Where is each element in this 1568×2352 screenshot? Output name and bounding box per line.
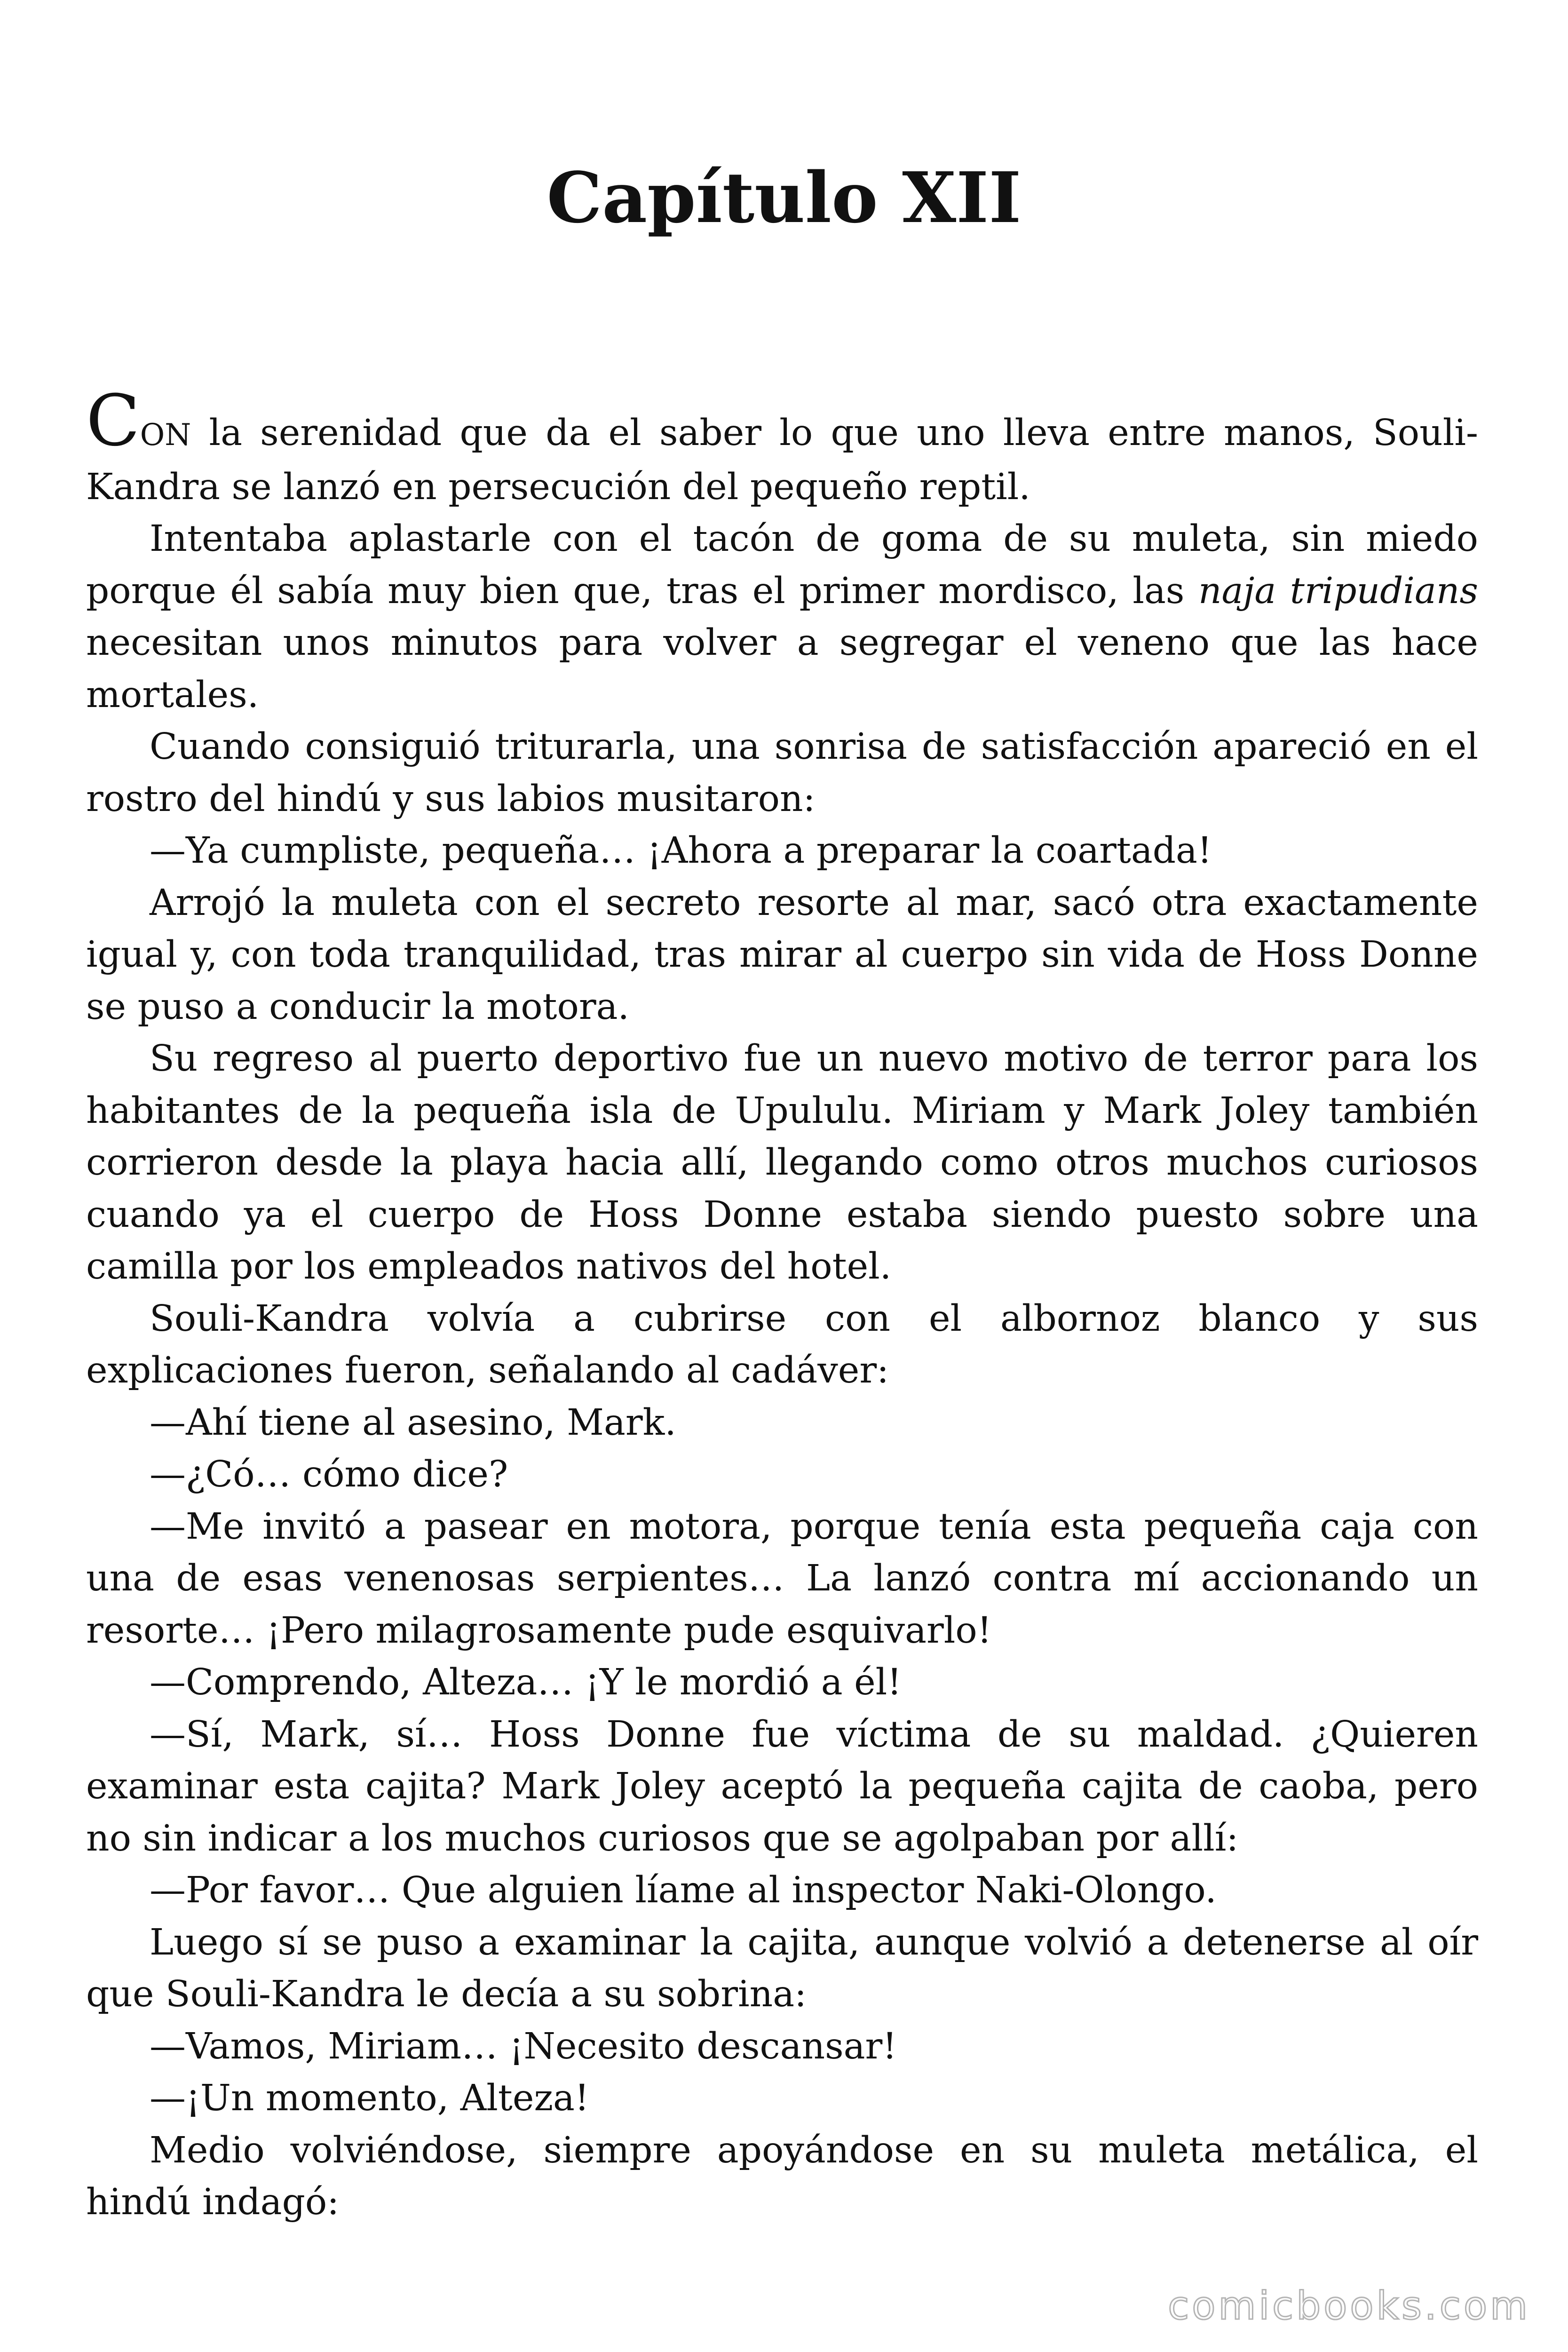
paragraph: Souli-Kandra volvía a cubrirse con el albornoz blanco y sus explicaciones fueron, señalando al cadáver:: [86, 1297, 1478, 1391]
paragraph: Arrojó la muleta con el secreto resorte al mar, sacó otra exactamente igual y, con toda tranquilidad, tras mirar al cuerpo sin vida de Hoss Donne se puso a conducir la motora.: [86, 882, 1478, 1028]
dialogue-line: —Me invitó a pasear en motora, porque tenía esta pequeña caja con una de esas venenosas serpientes… La lanzó contra mí accionando un resorte… ¡Pero milagrosamente pude esquivarlo!: [86, 1505, 1478, 1652]
paragraph-opening: [86, 380, 1478, 513]
paragraph: Su regreso al puerto deportivo fue un nuevo motivo de terror para los habitantes de la pequeña isla de Upululu. Miriam y Mark Joley también corrieron desde la playa hacia allí, llegando como otros muchos curiosos cuando ya el cuerpo de Hoss Donne estaba siendo puesto sobre una camilla por los empleados nativos del hotel.: [86, 1038, 1478, 1287]
paragraph: Medio volviéndose, siempre apoyándose en su muleta metálica, el hindú indagó:: [86, 2129, 1478, 2223]
paragraph-text: la serenidad que da el saber lo que uno lleva entre manos, Souli-Kandra se lanzó en persecución del pequeño reptil.: [86, 412, 1478, 508]
dialogue-line: —Ahí tiene al asesino, Mark.: [150, 1401, 676, 1444]
italic-phrase: naja tripudians: [1198, 570, 1479, 612]
dialogue-line: —Ya cumpliste, pequeña… ¡Ahora a preparar la coartada!: [150, 830, 1212, 872]
chapter-title: Capítulo XII: [546, 157, 1022, 238]
dialogue-line: —¿Có… cómo dice?: [150, 1454, 508, 1495]
dialogue-line: —Por favor… Que alguien líame al inspector Naki-Olongo.: [150, 1869, 1217, 1911]
dialogue-line: —Sí, Mark, sí… Hoss Donne fue víctima de su maldad. ¿Quieren examinar esta cajita? Mark Joley aceptó la pequeña cajita de caoba, pero no sin indicar a los muchos curiosos que se agolpaban por allí:: [86, 1713, 1478, 1859]
paragraph: Cuando consiguió triturarla, una sonrisa de satisfacción apareció en el rostro del hindú y sus labios musitaron:: [86, 726, 1478, 820]
drop-cap: C: [86, 380, 140, 462]
paragraph: [86, 513, 1478, 721]
paragraph: Luego sí se puso a examinar la cajita, aunque volvió a detenerse al oír que Souli-Kandra le decía a su sobrina:: [86, 1921, 1478, 2015]
dialogue-line: —Comprendo, Alteza… ¡Y le mordió a él!: [150, 1661, 902, 1703]
dialogue-line: —Vamos, Miriam… ¡Necesito descansar!: [150, 2025, 897, 2067]
dialogue-line: —¡Un momento, Alteza!: [150, 2077, 589, 2119]
paragraph-text: necesitan unos minutos para volver a segregar el veneno que las hace mortales.: [86, 622, 1478, 716]
paragraph-text: Intentaba aplastarle con el tacón de goma de su muleta, sin miedo porque él sabía muy bien que, tras el primer mordisco, las: [86, 518, 1478, 612]
chapter-body: [86, 380, 1479, 2229]
watermark: comicbooks.com: [1168, 2284, 1530, 2328]
opening-small-caps: ON: [140, 418, 191, 453]
